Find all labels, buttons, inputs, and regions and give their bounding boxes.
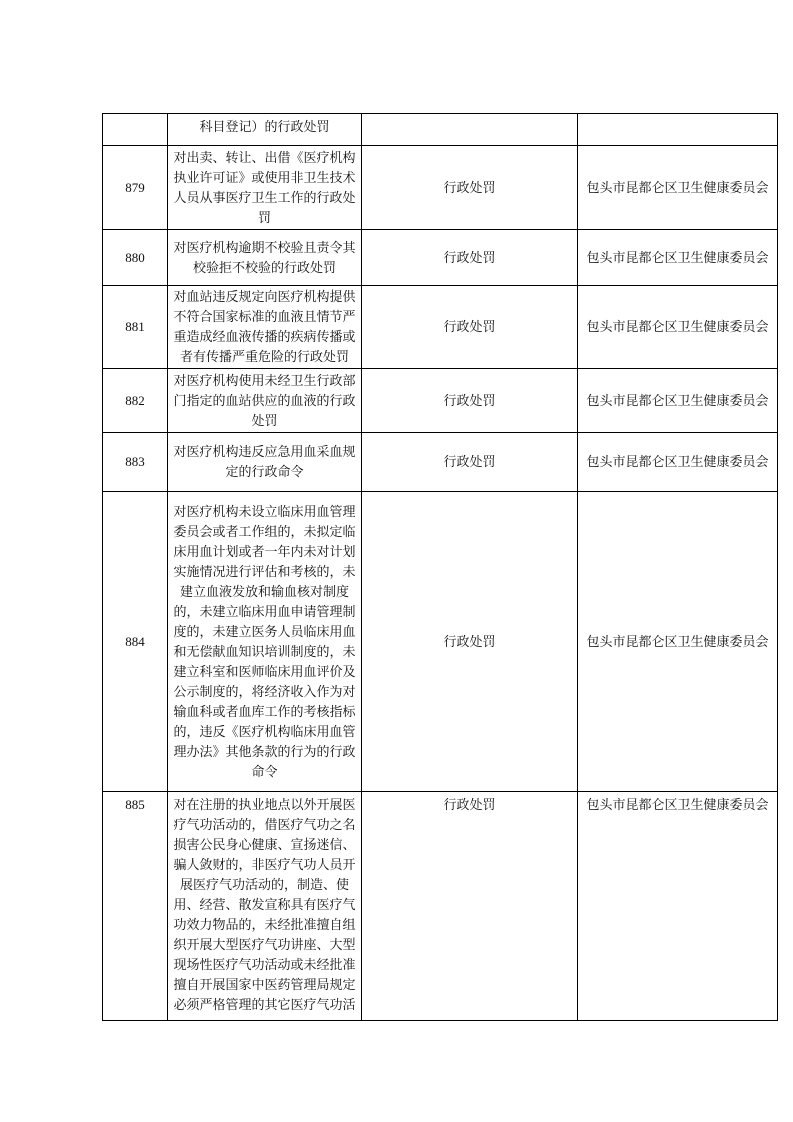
department-cell: 包头市昆都仑区卫生健康委员会	[578, 492, 778, 792]
department-cell: 包头市昆都仑区卫生健康委员会	[578, 433, 778, 492]
matter-cell: 对血站违反规定向医疗机构提供不符合国家标准的血液且情节严重造成经血液传播的疾病传播或者有传播严重危险的行政处罚	[168, 286, 362, 369]
matter-cell: 对出卖、转让、出借《医疗机构执业许可证》或使用非卫生技术人员从事医疗卫生工作的行政处罚	[168, 146, 362, 230]
category-cell: 行政处罚	[362, 286, 578, 369]
category-cell: 行政处罚	[362, 369, 578, 433]
table-row	[103, 369, 778, 433]
department-cell: 包头市昆都仑区卫生健康委员会	[578, 230, 778, 286]
table-row-continued	[103, 114, 778, 146]
row-number-cell: 883	[103, 433, 168, 492]
matter-cell	[168, 792, 362, 1021]
department-cell: 包头市昆都仑区卫生健康委员会	[578, 369, 778, 433]
table-row	[103, 792, 778, 1021]
department-cell: 包头市昆都仑区卫生健康委员会	[578, 286, 778, 369]
category-cell: 行政处罚	[362, 230, 578, 286]
row-number-cell: 879	[103, 146, 168, 230]
admin-penalty-table	[102, 113, 778, 1021]
matter-cell: 对医疗机构使用未经卫生行政部门指定的血站供应的血液的行政处罚	[168, 369, 362, 433]
table-row	[103, 146, 778, 230]
row-number-cell: 880	[103, 230, 168, 286]
matter-cell: 科目登记）的行政处罚	[168, 114, 362, 146]
category-cell	[362, 114, 578, 146]
matter-text-clipped: 对在注册的执业地点以外开展医疗气功活动的，借医疗气功之名损害公民身心健康、宣扬迷信、骗人敛财的，非医疗气功人员开展医疗气功活动的，制造、使用、经营、散发宣称具有医疗气功效力物品的，未经批准擅自组织开展大型医疗气功讲座、大型现场性医疗气功活动或未经批准擅自开展国家中医药管理局规定必须严格管理的其它医疗气功活	[173, 797, 356, 1012]
category-cell: 行政处罚	[362, 492, 578, 792]
category-cell: 行政处罚	[362, 433, 578, 492]
matter-cell: 对医疗机构违反应急用血采血规定的行政命令	[168, 433, 362, 492]
row-number-cell: 881	[103, 286, 168, 369]
table-row	[103, 230, 778, 286]
row-number-cell: 885	[103, 792, 168, 1021]
table-row	[103, 492, 778, 792]
department-cell: 包头市昆都仑区卫生健康委员会	[578, 146, 778, 230]
matter-cell: 对医疗机构逾期不校验且责令其校验拒不校验的行政处罚	[168, 230, 362, 286]
table-row	[103, 286, 778, 369]
row-number-cell	[103, 114, 168, 146]
department-cell	[578, 114, 778, 146]
table-row	[103, 433, 778, 492]
department-cell: 包头市昆都仑区卫生健康委员会	[578, 792, 778, 1021]
category-cell: 行政处罚	[362, 792, 578, 1021]
matter-cell: 对医疗机构未设立临床用血管理委员会或者工作组的，未拟定临床用血计划或者一年内未对计划实施情况进行评估和考核的，未建立血液发放和输血核对制度的，未建立临床用血申请管理制度的，未建立医务人员临床用血和无偿献血知识培训制度的，未建立科室和医师临床用血评价及公示制度的，将经济收入作为对输血科或者血库工作的考核指标的，违反《医疗机构临床用血管理办法》其他条款的行为的行政命令	[168, 492, 362, 792]
row-number-cell: 882	[103, 369, 168, 433]
row-number-cell: 884	[103, 492, 168, 792]
category-cell: 行政处罚	[362, 146, 578, 230]
